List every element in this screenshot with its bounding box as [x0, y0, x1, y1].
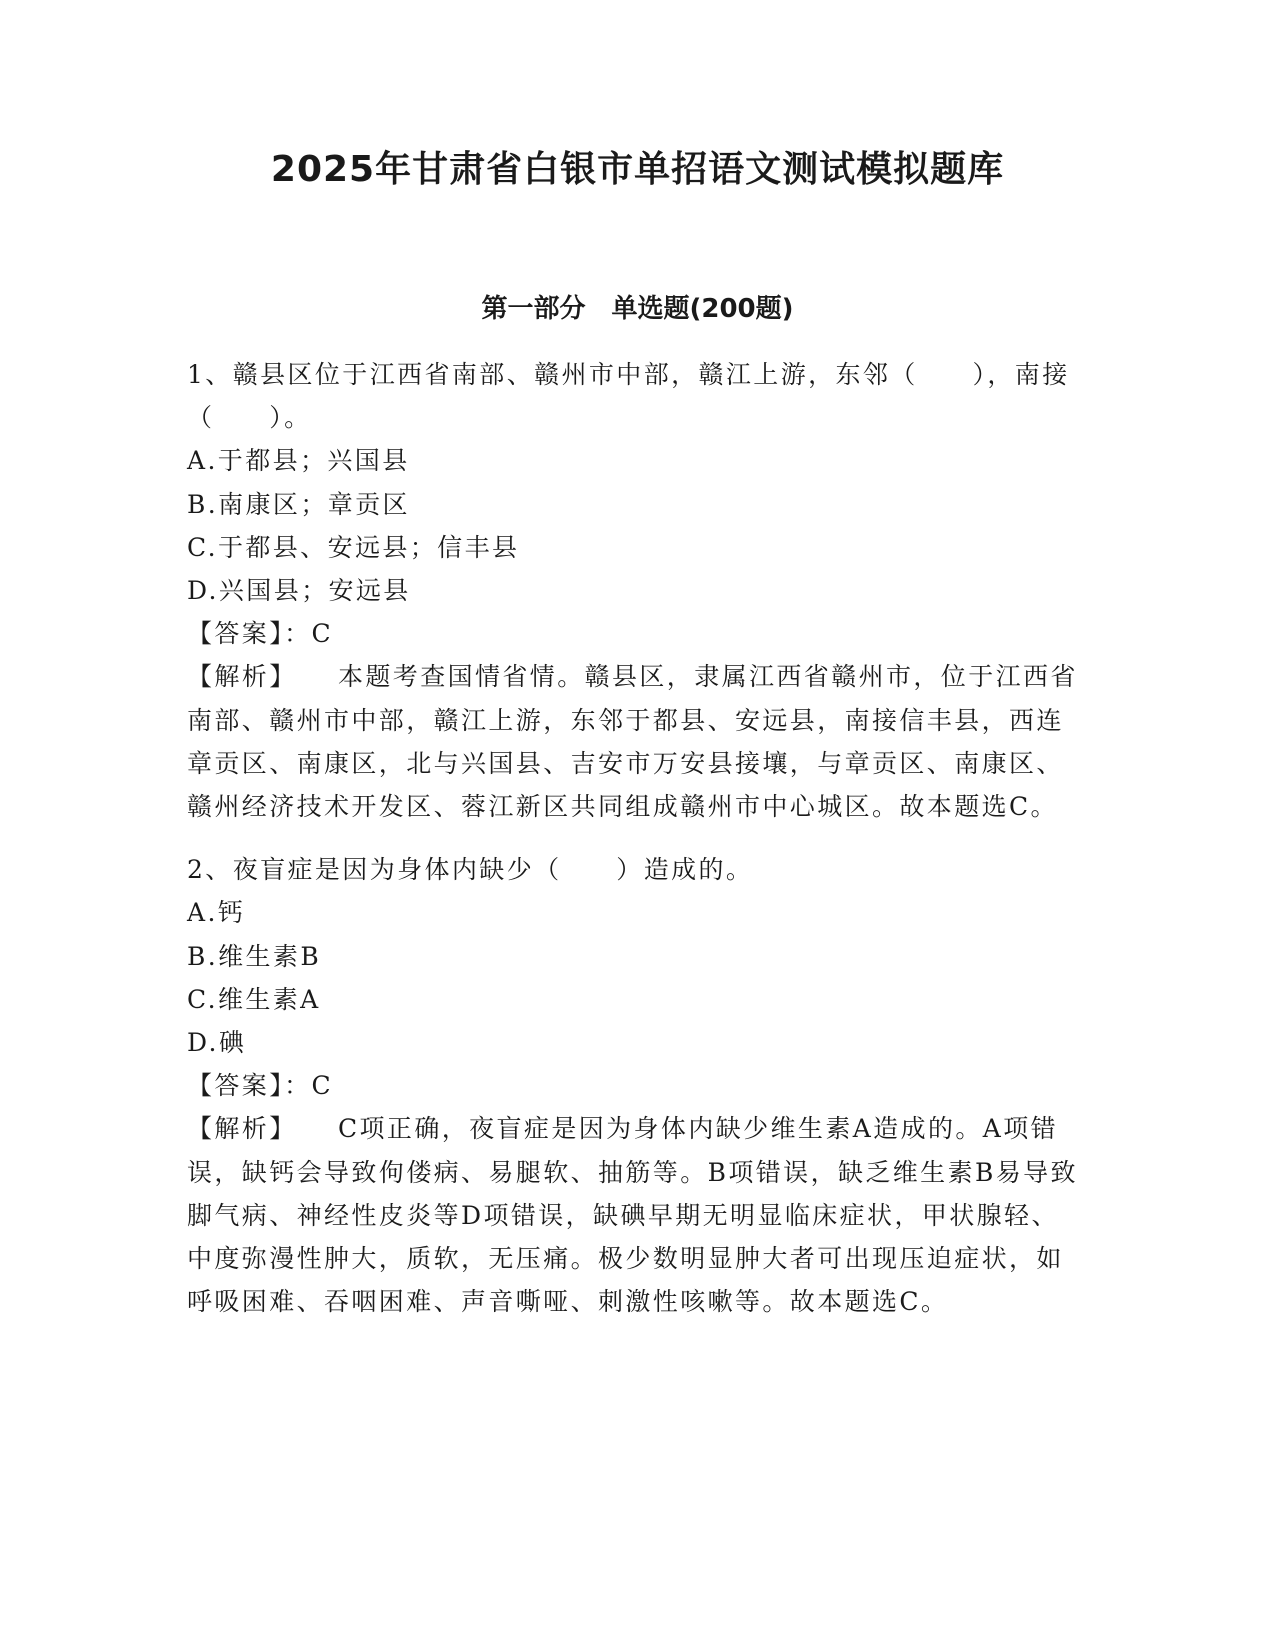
explanation-block	[187, 1107, 1082, 1323]
option-c: C.维生素A	[187, 984, 321, 1014]
question-2	[187, 848, 1082, 1323]
option-a: A.钙	[187, 898, 246, 928]
explanation-label: 【解析】	[187, 1114, 297, 1144]
question-1	[187, 353, 1082, 828]
explanation-text: 本题考查国情省情。赣县区，隶属江西省赣州市，位于江西省南部、赣州市中部，赣江上游，东邻于都县、安远县，南接信丰县，西连章贡区、南康区，北与兴国县、吉安市万安县接壤，与章贡区、南康区、赣州经济技术开发区、蓉江新区共同组成赣州市中心城区。故本题选C。	[187, 662, 1078, 822]
explanation-text: C项正确，夜盲症是因为身体内缺少维生素A造成的。A项错误，缺钙会导致佝偻病、易腿软、抽筋等。B项错误，缺乏维生素B易导致脚气病、神经性皮炎等D项错误，缺碘早期无明显临床症状，甲状腺轻、中度弥漫性肿大，质软，无压痛。极少数明显肿大者可出现压迫症状，如呼吸困难、吞咽困难、声音嘶哑、刺激性咳嗽等。故本题选C。	[187, 1114, 1078, 1317]
page-title: 2025年甘肃省白银市单招语文测试模拟题库	[270, 149, 1005, 190]
section-heading: 第一部分 单选题(200题)	[481, 294, 794, 324]
option-c: C.于都县、安远县；信丰县	[187, 532, 520, 562]
answer-line: 【答案】：C	[187, 619, 334, 649]
question-stem: 1、赣县区位于江西省南部、赣州市中部，赣江上游，东邻（ ），南接（ ）。	[187, 360, 1070, 433]
option-b: B.南康区；章贡区	[187, 489, 410, 519]
option-b: B.维生素B	[187, 941, 322, 971]
answer-line: 【答案】：C	[187, 1071, 334, 1101]
question-list	[187, 353, 1082, 1323]
option-a: A.于都县；兴国县	[187, 446, 410, 476]
explanation-block	[187, 655, 1082, 828]
question-stem: 2、夜盲症是因为身体内缺少（ ）造成的。	[187, 855, 754, 885]
option-d: D.碘	[187, 1028, 247, 1058]
option-d: D.兴国县；安远县	[187, 576, 411, 606]
explanation-label: 【解析】	[187, 662, 297, 692]
